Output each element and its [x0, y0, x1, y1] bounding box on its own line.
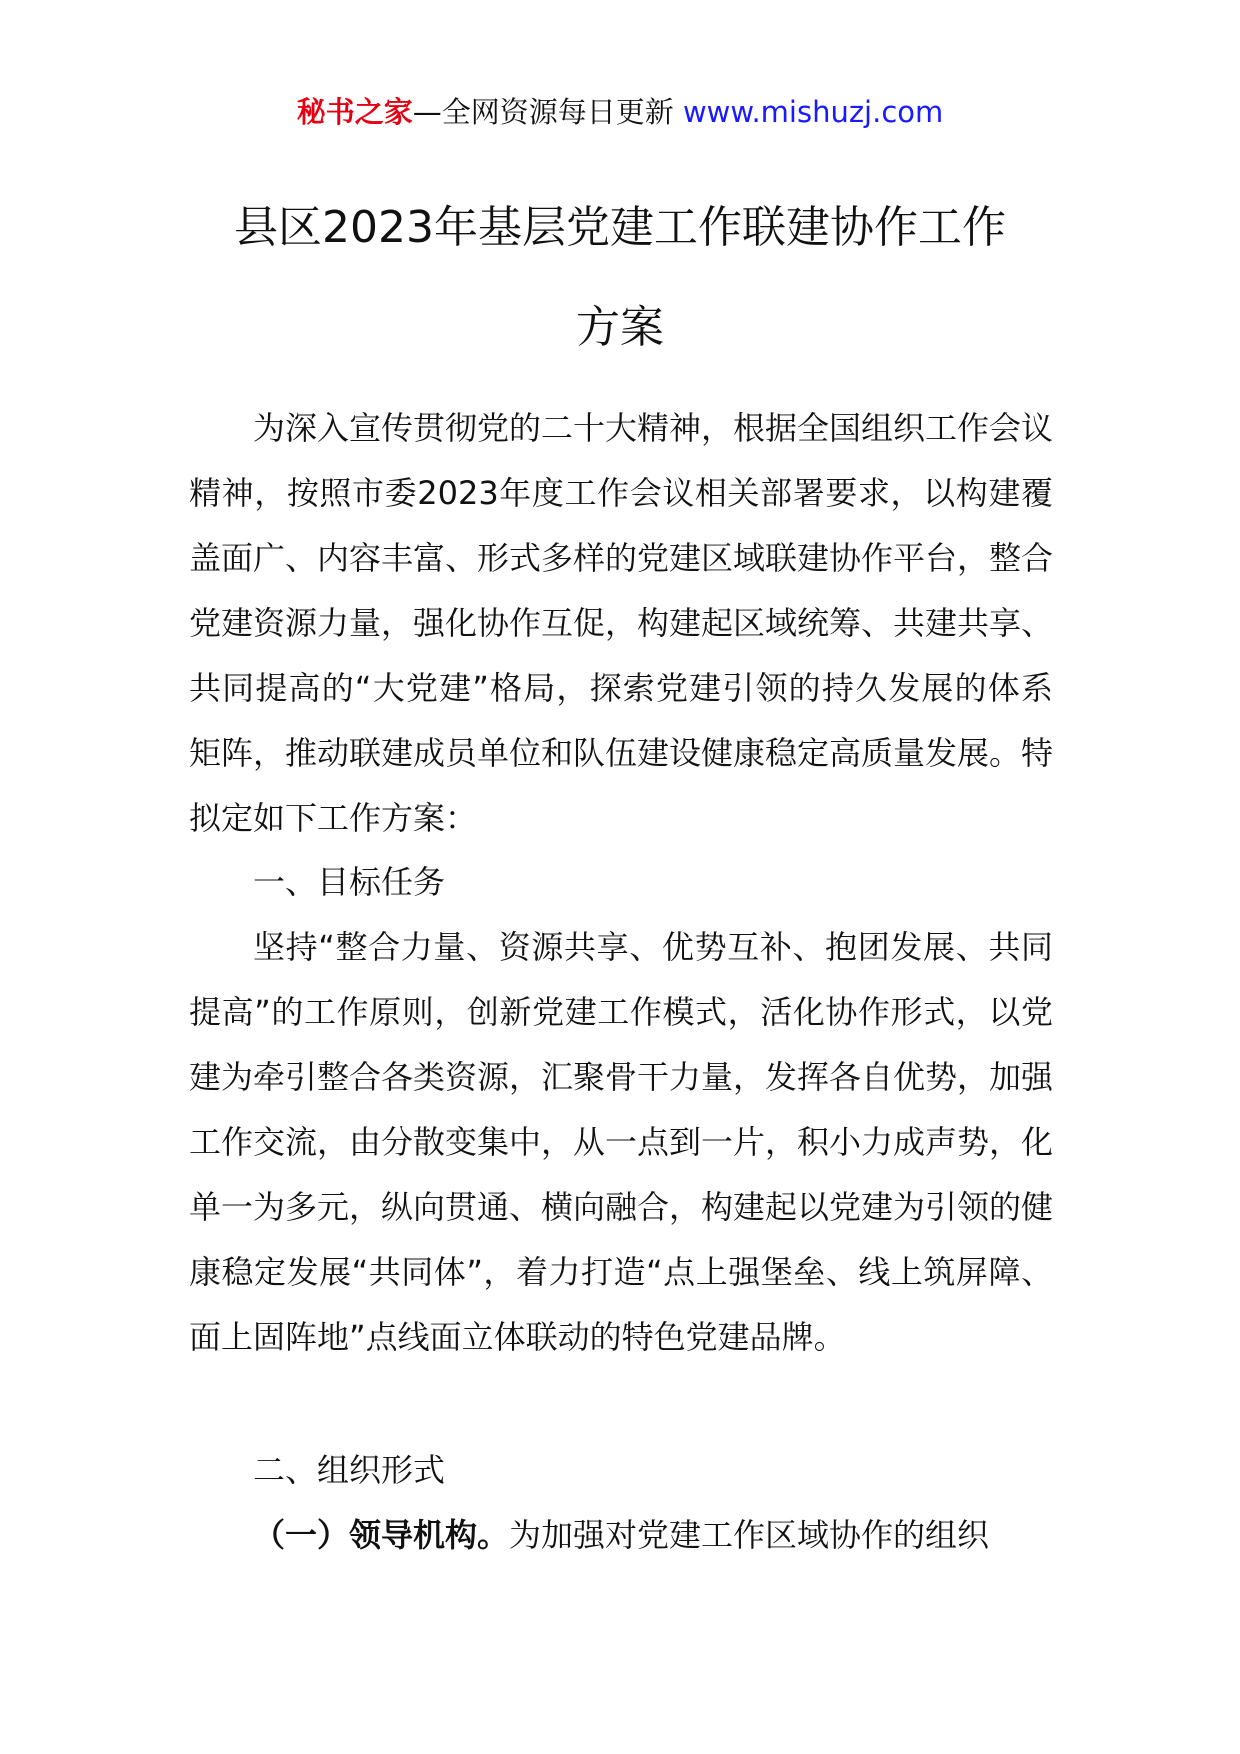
intro-paragraph: [189, 396, 1053, 851]
document-header: [0, 92, 1240, 132]
section-heading-1: [189, 850, 1053, 915]
subsection-text: 为加强对党建工作区域协作的组织: [509, 1516, 990, 1554]
subsection-lead: （一）领导机构。: [253, 1516, 510, 1554]
header-tagline: —全网资源每日更新: [412, 95, 674, 129]
website-link[interactable]: www.mishuzj.com: [682, 95, 944, 129]
section-heading-2-text: 二、组织形式: [253, 1451, 446, 1489]
section-heading-2: [189, 1438, 1053, 1503]
document-title-line-1: 县区2023年基层党建工作联建协作工作: [234, 202, 1006, 253]
goal-paragraph-text: 坚持“整合力量、资源共享、优势互补、抱团发展、共同提高”的工作原则，创新党建工作模式，活化协作形式，以党建为牵引整合各类资源，汇聚骨干力量，发挥各自优势，加强工作交流，由分散变集中，从一点到一片，积小力成声势，化单一为多元，纵向贯通、横向融合，构建起以党建为引领的健康稳定发展“共同体”，着力打造“点上强堡垒、线上筑屏障、面上固阵地”点线面立体联动的特色党建品牌。: [189, 928, 1054, 1356]
section-heading-1-text: 一、目标任务: [253, 863, 446, 901]
brand-name: 秘书之家: [296, 95, 413, 129]
subsection-paragraph: [189, 1503, 1053, 1568]
document-title-line-2: 方案: [576, 302, 664, 353]
goal-paragraph: [189, 915, 1053, 1370]
subsection-paragraph-text: [189, 1503, 1053, 1568]
intro-paragraph-text: 为深入宣传贯彻党的二十大精神，根据全国组织工作会议精神，按照市委2023年度工作会议相关部署要求，以构建覆盖面广、内容丰富、形式多样的党建区域联建协作平台，整合党建资源力量，强化协作互促，构建起区域统筹、共建共享、共同提高的“大党建”格局，探索党建引领的持久发展的体系矩阵，推动联建成员单位和队伍建设健康稳定高质量发展。特拟定如下工作方案：: [189, 409, 1054, 837]
